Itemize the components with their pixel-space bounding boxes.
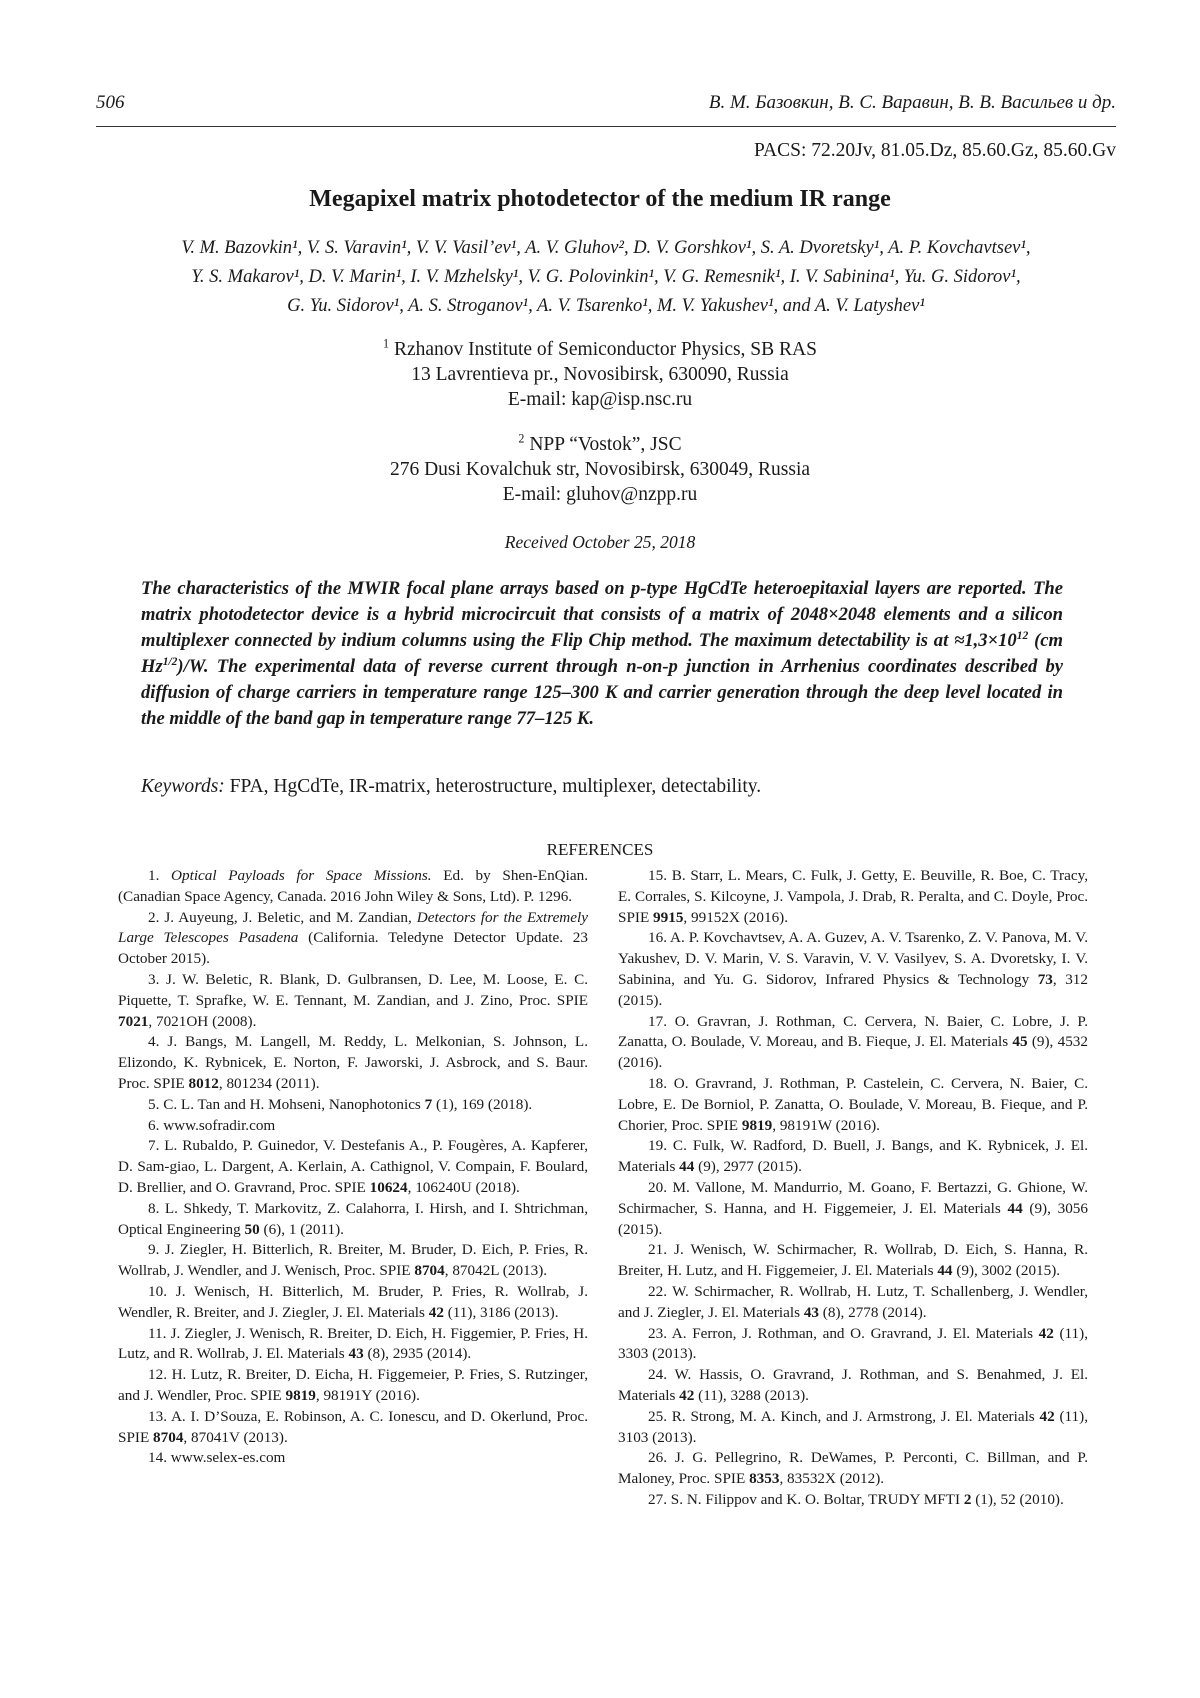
affiliation-name: Rzhanov Institute of Semiconductor Physics, SB RAS (394, 339, 817, 360)
reference-item: 16. A. P. Kovchavtsev, A. A. Guzev, A. V. Tsarenko, Z. V. Panova, M. V. Yakushev, D. V. Marin, V. S. Varavin, V. V. Vasilyev, S. A. Dvoretsky, I. V. Sabinina, and Yu. G. Sidorov, Infrared Physics & Technology 73, 312 (2015). (618, 928, 1088, 1011)
affiliation-email: E-mail: gluhov@nzpp.ru (0, 482, 1200, 507)
affiliation-number: 2 (518, 432, 524, 446)
reference-item: 5. C. L. Tan and H. Mohseni, Nanophotonics 7 (1), 169 (2018). (118, 1095, 588, 1116)
affiliation-number: 1 (383, 337, 389, 351)
paper-title: Megapixel matrix photodetector of the medium IR range (0, 186, 1200, 213)
reference-item: 19. C. Fulk, W. Radford, D. Buell, J. Bangs, and K. Rybnicek, J. El. Materials 44 (9), 2977 (2015). (618, 1136, 1088, 1178)
reference-item: 27. S. N. Filippov and K. O. Boltar, TRUDY MFTI 2 (1), 52 (2010). (618, 1490, 1088, 1511)
pacs-codes: PACS: 72.20Jv, 81.05.Dz, 85.60.Gz, 85.60.Gv (754, 140, 1116, 162)
reference-item: 23. A. Ferron, J. Rothman, and O. Gravrand, J. El. Materials 42 (11), 3303 (2013). (618, 1324, 1088, 1366)
received-date: Received October 25, 2018 (0, 532, 1200, 553)
keywords (141, 776, 1071, 798)
author-line: V. M. Bazovkin¹, V. S. Varavin¹, V. V. Vasil’ev¹, A. V. Gluhov², D. V. Gorshkov¹, S. A. Dvoretsky¹, A. P. Kovchavtsev¹, (96, 234, 1116, 263)
author-line: Y. S. Makarov¹, D. V. Marin¹, I. V. Mzhelsky¹, V. G. Polovinkin¹, V. G. Remesnik¹, I. V. Sabinina¹, Yu. G. Sidorov¹, (96, 263, 1116, 292)
references-heading: REFERENCES (0, 840, 1200, 860)
page-number: 506 (96, 92, 125, 114)
author-list (96, 234, 1116, 321)
abstract-exponent: 12 (1017, 630, 1029, 642)
reference-item: 8. L. Shkedy, T. Markovitz, Z. Calahorra, I. Hirsh, and I. Shtrichman, Optical Engineering 50 (6), 1 (2011). (118, 1199, 588, 1241)
abstract (141, 576, 1063, 732)
running-head: В. М. Базовкин, В. С. Варавин, В. В. Васильев и др. (709, 92, 1116, 114)
reference-item: 11. J. Ziegler, J. Wenisch, R. Breiter, D. Eich, H. Figgemier, P. Fries, H. Lutz, and R. Wollrab, J. El. Materials 43 (8), 2935 (2014). (118, 1324, 588, 1366)
abstract-exponent: 1/2 (163, 656, 178, 668)
reference-item: 26. J. G. Pellegrino, R. DeWames, P. Perconti, C. Billman, and P. Maloney, Proc. SPIE 8353, 83532X (2012). (618, 1448, 1088, 1490)
reference-item: 4. J. Bangs, M. Langell, M. Reddy, L. Melkonian, S. Johnson, L. Elizondo, K. Rybnicek, E. Norton, F. Jaworski, J. Asbrock, and S. Baur. Proc. SPIE 8012, 801234 (2011). (118, 1032, 588, 1094)
reference-item: 6. www.sofradir.com (118, 1116, 588, 1137)
affiliation-2 (0, 432, 1200, 507)
reference-item: 2. J. Auyeung, J. Beletic, and M. Zandian, Detectors for the Extremely Large Telescopes Pasadena (California. Teledyne Detector Update. 23 October 2015). (118, 908, 588, 970)
reference-item: 18. O. Gravrand, J. Rothman, P. Castelein, C. Cervera, N. Baier, C. Lobre, E. De Borniol, P. Zanatta, O. Boulade, V. Moreau, B. Fieque, and P. Chorier, Proc. SPIE 9819, 98191W (2016). (618, 1074, 1088, 1136)
reference-item: 15. B. Starr, L. Mears, C. Fulk, J. Getty, E. Beuville, R. Boe, C. Tracy, E. Corrales, S. Kilcoyne, J. Vampola, J. Drab, R. Peralta, and C. Doyle, Proc. SPIE 9915, 99152X (2016). (618, 866, 1088, 928)
affiliation-email: E-mail: kap@isp.nsc.ru (0, 387, 1200, 412)
abstract-text: (cm Hz (141, 630, 1063, 677)
reference-item: 22. W. Schirmacher, R. Wollrab, H. Lutz, T. Schallenberg, J. Wendler, and J. Ziegler, J. El. Materials 43 (8), 2778 (2014). (618, 1282, 1088, 1324)
affiliation-name: NPP “Vostok”, JSC (529, 434, 681, 455)
reference-item: 10. J. Wenisch, H. Bitterlich, M. Bruder, P. Fries, R. Wollrab, J. Wendler, R. Breiter, and J. Ziegler, J. El. Materials 42 (11), 3186 (2013). (118, 1282, 588, 1324)
affiliation-address: 13 Lavrentieva pr., Novosibirsk, 630090, Russia (0, 362, 1200, 387)
abstract-text: )/W. The experimental data of reverse current through n-on-p junction in Arrhenius coordinates described by diffusion of charge carriers in temperature range 125–300 K and carrier generation through the deep level located in the middle of the band gap in temperature range 77–125 K. (141, 656, 1063, 729)
author-line: G. Yu. Sidorov¹, A. S. Stroganov¹, A. V. Tsarenko¹, M. V. Yakushev¹, and A. V. Latyshev¹ (96, 292, 1116, 321)
references-column-left (118, 866, 588, 1469)
reference-item: 1. Optical Payloads for Space Missions. Ed. by Shen-EnQian. (Canadian Space Agency, Canada. 2016 John Wiley & Sons, Ltd). P. 1296. (118, 866, 588, 908)
reference-item: 3. J. W. Beletic, R. Blank, D. Gulbransen, D. Lee, M. Loose, E. C. Piquette, T. Sprafke, W. E. Tennant, M. Zandian, and J. Zino, Proc. SPIE 7021, 7021OH (2008). (118, 970, 588, 1032)
reference-item: 25. R. Strong, M. A. Kinch, and J. Armstrong, J. El. Materials 42 (11), 3103 (2013). (618, 1407, 1088, 1449)
abstract-text: The characteristics of the MWIR focal plane arrays based on p-type HgCdTe heteroepitaxial layers are reported. The matrix photodetector device is a hybrid microcircuit that consists of a matrix of 2048×2048 elements and a silicon multiplexer connected by indium columns using the Flip Chip method. The maximum detectability is at ≈1,3×10 (141, 578, 1063, 651)
reference-item: 13. A. I. D’Souza, E. Robinson, A. C. Ionescu, and D. Okerlund, Proc. SPIE 8704, 87041V (2013). (118, 1407, 588, 1449)
reference-item: 20. M. Vallone, M. Mandurrio, M. Goano, F. Bertazzi, G. Ghione, W. Schirmacher, S. Hanna, and H. Figgemeier, J. El. Materials 44 (9), 3056 (2015). (618, 1178, 1088, 1240)
keywords-label: Keywords: (141, 776, 225, 797)
references-column-right (618, 866, 1088, 1511)
reference-item: 14. www.selex-es.com (118, 1448, 588, 1469)
affiliation-1 (0, 337, 1200, 412)
reference-item: 7. L. Rubaldo, P. Guinedor, V. Destefanis A., P. Fougères, A. Kapferer, D. Sam-giao, L. Dargent, A. Kerlain, A. Cathignol, V. Compain, F. Boulard, D. Brellier, and O. Gravrand, Proc. SPIE 10624, 106240U (2018). (118, 1136, 588, 1198)
reference-item: 9. J. Ziegler, H. Bitterlich, R. Breiter, M. Bruder, D. Eich, P. Fries, R. Wollrab, J. Wendler, and J. Wenisch, Proc. SPIE 8704, 87042L (2013). (118, 1240, 588, 1282)
reference-item: 24. W. Hassis, O. Gravrand, J. Rothman, and S. Benahmed, J. El. Materials 42 (11), 3288 (2013). (618, 1365, 1088, 1407)
journal-page (0, 0, 1200, 1698)
keywords-text: FPA, HgCdTe, IR-matrix, heterostructure, multiplexer, detectability. (225, 776, 761, 797)
page-header (96, 92, 1116, 120)
reference-item: 12. H. Lutz, R. Breiter, D. Eicha, H. Figgemeier, P. Fries, S. Rutzinger, and J. Wendler, Proc. SPIE 9819, 98191Y (2016). (118, 1365, 588, 1407)
header-rule (96, 126, 1116, 127)
affiliation-address: 276 Dusi Kovalchuk str, Novosibirsk, 630049, Russia (0, 457, 1200, 482)
reference-item: 17. O. Gravran, J. Rothman, C. Cervera, N. Baier, C. Lobre, J. P. Zanatta, O. Boulade, V. Moreau, and B. Fieque, J. El. Materials 45 (9), 4532 (2016). (618, 1012, 1088, 1074)
reference-item: 21. J. Wenisch, W. Schirmacher, R. Wollrab, D. Eich, S. Hanna, R. Breiter, H. Lutz, and H. Figgemeier, J. El. Materials 44 (9), 3002 (2015). (618, 1240, 1088, 1282)
